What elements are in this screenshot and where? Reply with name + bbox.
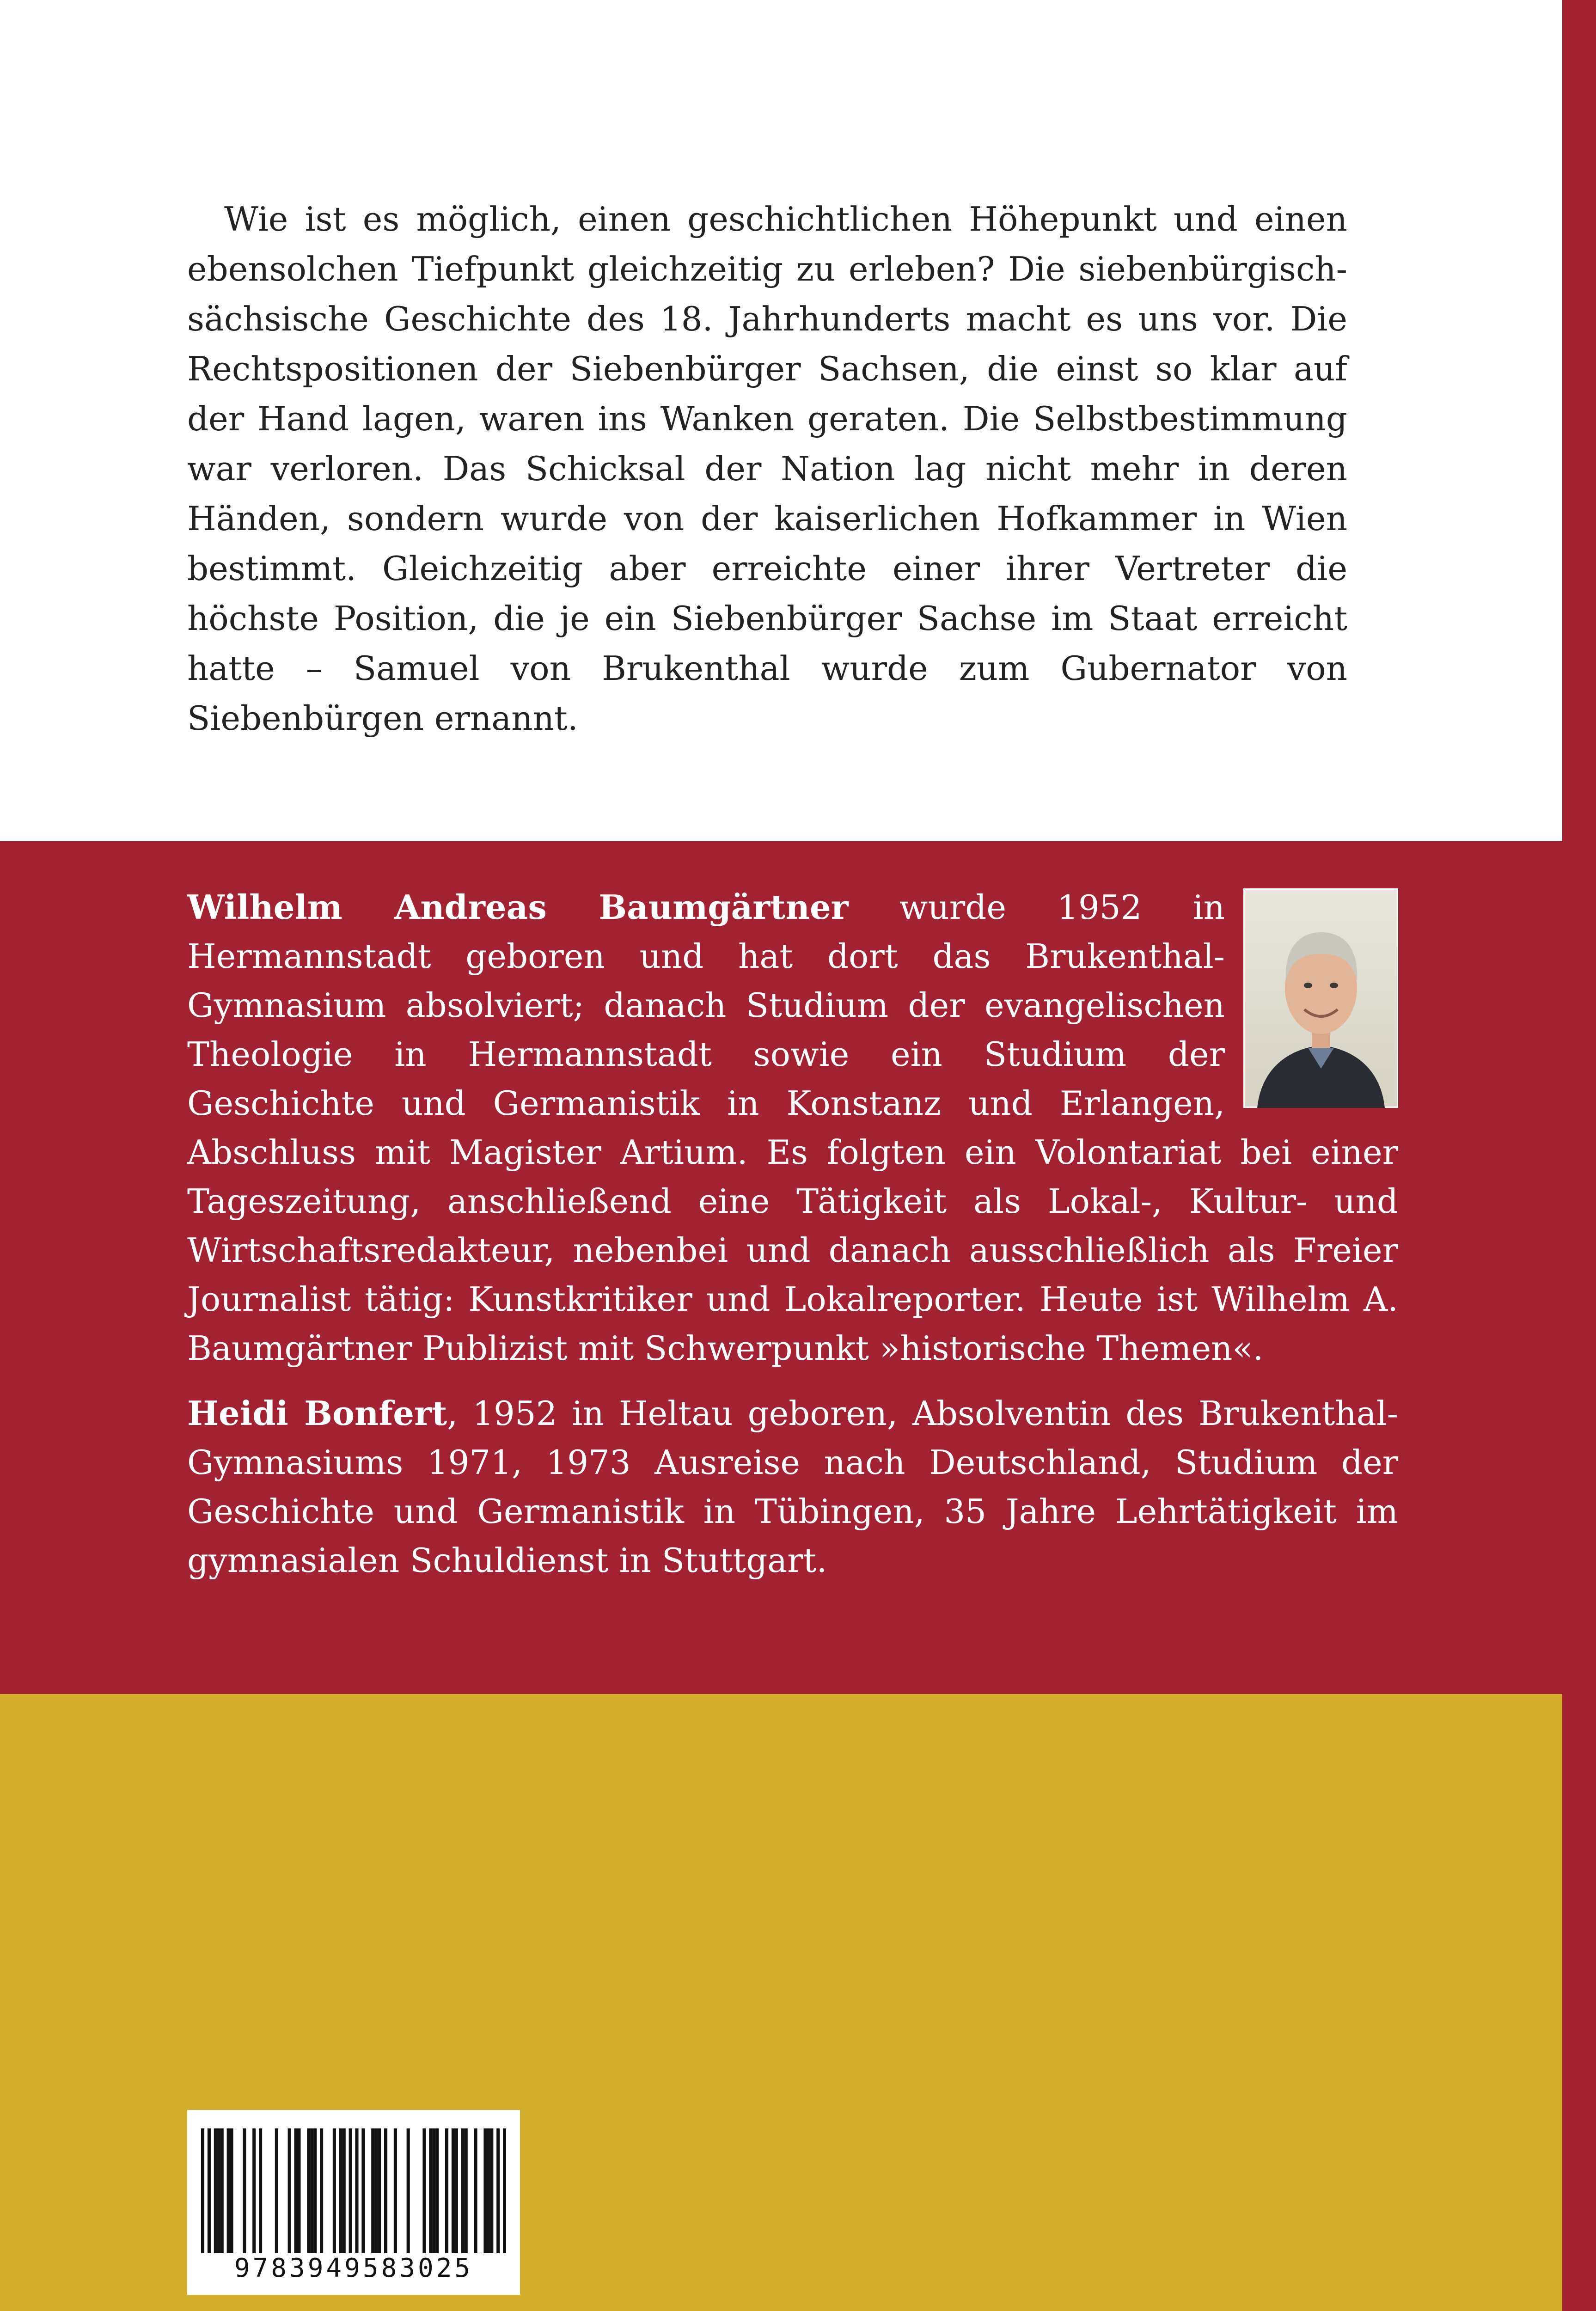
barcode-bar [208, 2128, 211, 2253]
barcode-bar [455, 2128, 458, 2253]
barcode-bar [339, 2128, 342, 2253]
barcode-bar [349, 2128, 352, 2253]
barcode-bars [201, 2128, 506, 2253]
barcode-bar [217, 2128, 220, 2253]
blurb-text: Wie ist es möglich, einen geschichtlichen Höhepunkt und einen ebensolchen Tiefpunkt gleichzeitig zu erleben? Die siebenbürgisch-sächsische Geschichte des 18. Jahrhunderts macht es uns vor. Die Rechtspositionen der Siebenbürger Sachsen, die einst so klar auf der Hand lagen, waren ins Wanken geraten. Die Selbstbestimmung war verloren. Das Schicksal der Nation lag nicht mehr in deren Händen, sondern wurde von der kaiserlichen Hofkammer in Wien bestimmt. Gleichzeitig aber erreichte einer ihrer Vertreter die höchste Position, die je ein Siebenbürger Sachse im Staat erreicht hatte – Samuel von Brukenthal wurde zum Gubernator von Siebenbürgen ernannt. [187, 200, 1347, 738]
barcode-bar [230, 2128, 233, 2253]
barcode-bar [422, 2128, 426, 2253]
isbn-number: 9783949583025 [234, 2253, 473, 2283]
author-bio-text-bonfert: , 1952 in Heltau geboren, Absolventin des Brukenthal-Gymnasiums 1971, 1973 Ausreise nach Deutschland, Studium der Geschichte und Germanistik in Tübingen, 35 Jahre Lehrtätigkeit im gymnasialen Schuldienst in Stuttgart. [187, 1394, 1398, 1580]
barcode-bar [384, 2128, 387, 2253]
barcode-bar [259, 2128, 262, 2253]
author-panel [0, 841, 1562, 1694]
barcode-bar [407, 2128, 410, 2253]
barcode-bar [445, 2128, 448, 2253]
barcode-bar [227, 2128, 230, 2253]
bottom-panel [0, 1694, 1562, 2311]
barcode-bar [288, 2128, 291, 2253]
author-name-bonfert: Heidi Bonfert [187, 1394, 447, 1433]
barcode-bar [294, 2128, 297, 2253]
barcode-bar [342, 2128, 346, 2253]
barcode-bar [461, 2128, 465, 2253]
barcode-bar [474, 2128, 477, 2253]
barcode-bar [313, 2128, 317, 2253]
barcode-bar [503, 2128, 506, 2253]
barcode-bar [333, 2128, 336, 2253]
barcode-bar [297, 2128, 300, 2253]
barcode-bar [435, 2128, 439, 2253]
author-bio-text-baumgaertner: wurde 1952 in Hermannstadt geboren und hat dort das Brukenthal-Gymnasium absolviert; danach Studium der evangelischen Theologie in Hermannstadt sowie ein Studium der Geschichte und Germanistik in Konstanz und Erlangen, Abschluss mit Magister Artium. Es folgten ein Volontariat bei einer Tageszeitung, anschließend eine Tätigkeit als Lokal-, Kultur- und Wirtschaftsredakteur, nebenbei und danach ausschließlich als Freier Journalist tätig: Kunstkritiker und Lokalreporter. Heute ist Wilhelm A. Baumgärtner Publizist mit Schwerpunkt »historische Themen«. [187, 888, 1398, 1368]
author-name-baumgaertner: Wilhelm Andreas Baumgärtner [187, 887, 849, 927]
barcode-bar [374, 2128, 378, 2253]
barcode-bar [432, 2128, 435, 2253]
barcode-bar [487, 2128, 490, 2253]
barcode-bar [429, 2128, 432, 2253]
author-portrait [1243, 888, 1398, 1108]
barcode-bar [490, 2128, 493, 2253]
barcode-bar [201, 2128, 204, 2253]
barcode-bar [496, 2128, 500, 2253]
barcode-bar [252, 2128, 256, 2253]
barcode-bar [394, 2128, 397, 2253]
barcode-bar [214, 2128, 217, 2253]
barcode-bar [355, 2128, 358, 2253]
author-bio-bonfert [187, 1389, 1398, 1585]
barcode-bar [483, 2128, 487, 2253]
barcode-bar [371, 2128, 374, 2253]
barcode-bar [275, 2128, 278, 2253]
author-bio-baumgaertner [187, 883, 1398, 1373]
barcode-bar [220, 2128, 224, 2253]
barcode-bar [452, 2128, 455, 2253]
isbn-barcode [187, 2110, 520, 2295]
barcode-bar [307, 2128, 310, 2253]
barcode-bar [310, 2128, 313, 2253]
barcode-bar [243, 2128, 246, 2253]
barcode-bar [361, 2128, 365, 2253]
barcode-bar [378, 2128, 381, 2253]
blurb-panel [0, 0, 1562, 841]
barcode-bar [465, 2128, 468, 2253]
barcode-bar [320, 2128, 323, 2253]
spine-strip [1562, 0, 1596, 2311]
